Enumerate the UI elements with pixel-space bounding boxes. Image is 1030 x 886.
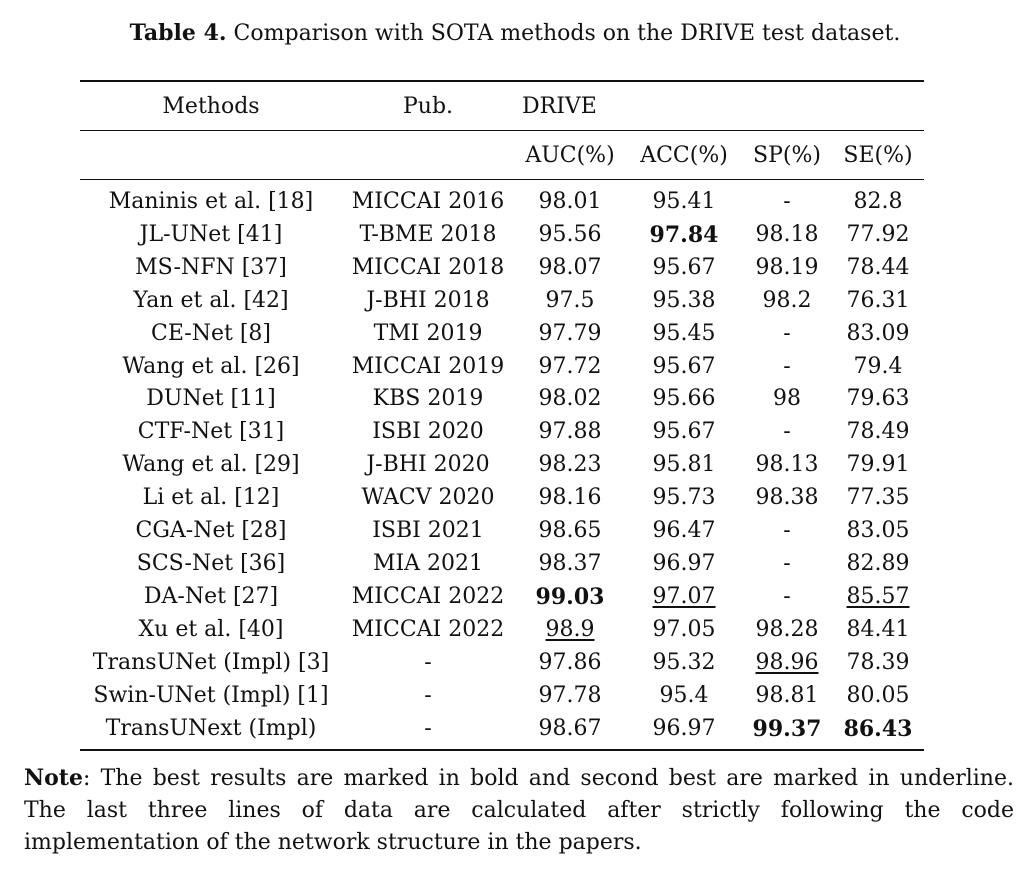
- header-dataset: DRIVE: [514, 81, 924, 131]
- cell-sp: 99.37: [742, 713, 832, 751]
- cell-se: 79.63: [846, 386, 910, 412]
- table-row: [80, 581, 924, 614]
- cell-method: Li et al. [12]: [142, 485, 280, 511]
- results-table: [80, 80, 924, 751]
- cell-se: 85.57: [846, 583, 910, 609]
- cell-se: 80.05: [846, 682, 910, 708]
- table-row: [80, 416, 924, 449]
- cell-sp: -: [783, 518, 791, 544]
- cell-se: 78.49: [846, 419, 910, 445]
- cell-pub: KBS 2019: [372, 386, 484, 412]
- cell-method: Swin-UNet (Impl) [1]: [93, 682, 329, 708]
- cell-method: DUNet [11]: [146, 386, 276, 412]
- cell-method: Xu et al. [40]: [138, 616, 284, 642]
- header-row-metrics: [80, 131, 924, 180]
- table-row: [80, 449, 924, 482]
- cell-method: Yan et al. [42]: [133, 287, 289, 313]
- cell-method: Maninis et al. [18]: [108, 189, 314, 214]
- cell-se: 86.43: [832, 713, 924, 751]
- cell-sp: -: [783, 189, 791, 214]
- cell-method: TransUNext (Impl): [80, 713, 342, 751]
- cell-auc: 98.23: [538, 452, 602, 478]
- cell-acc: 95.67: [652, 419, 716, 445]
- cell-auc: 98.01: [538, 189, 602, 214]
- cell-method: MS-NFN [37]: [135, 254, 287, 280]
- cell-se: 76.31: [846, 287, 910, 313]
- cell-auc: 95.56: [538, 221, 602, 247]
- table-caption: [0, 18, 1030, 49]
- cell-acc: 95.38: [652, 287, 716, 313]
- table-row: [80, 482, 924, 515]
- cell-pub: J-BHI 2020: [366, 452, 490, 478]
- cell-se: 82.89: [846, 550, 910, 576]
- cell-auc: 97.5: [545, 287, 595, 313]
- table-row: [80, 318, 924, 351]
- table-row: [80, 647, 924, 680]
- cell-pub: TMI 2019: [373, 320, 483, 346]
- cell-sp: -: [783, 320, 791, 346]
- cell-auc: 98.65: [538, 518, 602, 544]
- cell-se: 82.8: [853, 189, 903, 214]
- cell-acc: 95.32: [652, 649, 716, 675]
- cell-se: 79.4: [853, 353, 903, 379]
- header-se: SE(%): [832, 131, 924, 180]
- table-note: [24, 762, 1014, 859]
- cell-auc: 98.37: [538, 550, 602, 576]
- header-acc: ACC(%): [626, 131, 742, 180]
- cell-pub: MICCAI 2018: [351, 254, 505, 280]
- cell-acc: 95.41: [652, 189, 716, 214]
- cell-pub: T-BME 2018: [359, 221, 497, 247]
- table-row: [80, 515, 924, 548]
- cell-acc: 95.67: [652, 254, 716, 280]
- header-auc: AUC(%): [514, 131, 626, 180]
- cell-auc: 98.07: [538, 254, 602, 280]
- cell-sp: 98.18: [755, 221, 819, 247]
- cell-acc: 95.45: [652, 320, 716, 346]
- cell-method: SCS-Net [36]: [136, 550, 286, 576]
- cell-pub: MICCAI 2022: [351, 583, 505, 609]
- table-row: [80, 383, 924, 416]
- cell-se: 78.44: [846, 254, 910, 280]
- header-pub: Pub.: [342, 81, 514, 131]
- table-row: [80, 252, 924, 285]
- cell-method: Wang et al. [26]: [122, 353, 300, 379]
- cell-sp: 98: [773, 386, 801, 412]
- cell-method: CGA-Net [28]: [135, 518, 287, 544]
- cell-auc: 97.72: [538, 353, 602, 379]
- cell-pub: ISBI 2020: [372, 419, 484, 445]
- cell-sp: 98.19: [755, 254, 819, 280]
- table-row: [80, 285, 924, 318]
- cell-sp: 98.13: [755, 452, 819, 478]
- cell-acc: 96.47: [652, 518, 716, 544]
- cell-sp: -: [783, 419, 791, 445]
- table-row: [80, 180, 924, 219]
- cell-acc: 96.97: [626, 713, 742, 751]
- cell-acc: 97.84: [649, 221, 719, 248]
- cell-auc: 98.9: [545, 616, 595, 642]
- cell-pub: -: [424, 682, 432, 708]
- table-row: [80, 713, 924, 751]
- caption-label: Table 4.: [129, 20, 227, 46]
- header-sp: SP(%): [742, 131, 832, 180]
- cell-auc: 97.79: [538, 320, 602, 346]
- cell-sp: -: [783, 550, 791, 576]
- cell-sp: 98.2: [762, 287, 812, 313]
- cell-acc: 97.05: [652, 616, 716, 642]
- cell-pub: MICCAI 2016: [351, 189, 505, 214]
- cell-acc: 95.81: [652, 452, 716, 478]
- cell-method: TransUNet (Impl) [3]: [92, 649, 330, 675]
- cell-acc: 95.66: [652, 386, 716, 412]
- cell-acc: 96.97: [652, 550, 716, 576]
- cell-acc: 95.73: [652, 485, 716, 511]
- cell-method: CE-Net [8]: [150, 320, 271, 346]
- cell-sp: -: [783, 583, 791, 609]
- cell-se: 84.41: [846, 616, 910, 642]
- cell-pub: ISBI 2021: [372, 518, 484, 544]
- results-table-container: [80, 80, 924, 751]
- cell-se: 77.92: [846, 221, 910, 247]
- table-row: [80, 351, 924, 384]
- cell-sp: 98.96: [755, 649, 819, 675]
- cell-se: 77.35: [846, 485, 910, 511]
- cell-pub: MICCAI 2019: [351, 353, 505, 379]
- cell-acc: 95.4: [659, 682, 709, 708]
- cell-sp: -: [783, 353, 791, 379]
- cell-method: CTF-Net [31]: [137, 419, 285, 445]
- cell-pub: WACV 2020: [361, 485, 495, 511]
- caption-text: Comparison with SOTA methods on the DRIVE test dataset.: [233, 21, 901, 46]
- cell-sp: 98.38: [755, 485, 819, 511]
- note-label: Note: [24, 765, 83, 791]
- cell-pub: MIA 2021: [372, 550, 484, 576]
- note-text: : The best results are marked in bold and second best are marked in underline. The last three lines of data are calculated after strictly following the code implementation of the network structure in the papers.: [24, 766, 1014, 855]
- cell-auc: 98.16: [538, 485, 602, 511]
- cell-sp: 98.28: [755, 616, 819, 642]
- table-row: [80, 219, 924, 252]
- cell-pub: -: [342, 713, 514, 751]
- cell-auc: 97.78: [538, 682, 602, 708]
- cell-acc: 95.67: [652, 353, 716, 379]
- cell-auc: 99.03: [535, 583, 605, 610]
- cell-se: 78.39: [846, 649, 910, 675]
- cell-method: Wang et al. [29]: [122, 452, 300, 478]
- cell-pub: J-BHI 2018: [366, 287, 490, 313]
- cell-auc: 98.02: [538, 386, 602, 412]
- cell-method: DA-Net [27]: [143, 583, 279, 609]
- cell-sp: 98.81: [755, 682, 819, 708]
- table-row: [80, 548, 924, 581]
- cell-pub: MICCAI 2022: [351, 616, 505, 642]
- cell-acc: 97.07: [652, 583, 716, 609]
- cell-se: 83.09: [846, 320, 910, 346]
- cell-pub: -: [424, 649, 432, 675]
- cell-auc: 98.67: [514, 713, 626, 751]
- header-row-top: [80, 81, 924, 131]
- table-row: [80, 680, 924, 713]
- header-methods: Methods: [80, 81, 342, 131]
- cell-auc: 97.86: [538, 649, 602, 675]
- cell-se: 79.91: [846, 452, 910, 478]
- cell-se: 83.05: [846, 518, 910, 544]
- cell-method: JL-UNet [41]: [139, 221, 283, 247]
- table-row: [80, 614, 924, 647]
- cell-auc: 97.88: [538, 419, 602, 445]
